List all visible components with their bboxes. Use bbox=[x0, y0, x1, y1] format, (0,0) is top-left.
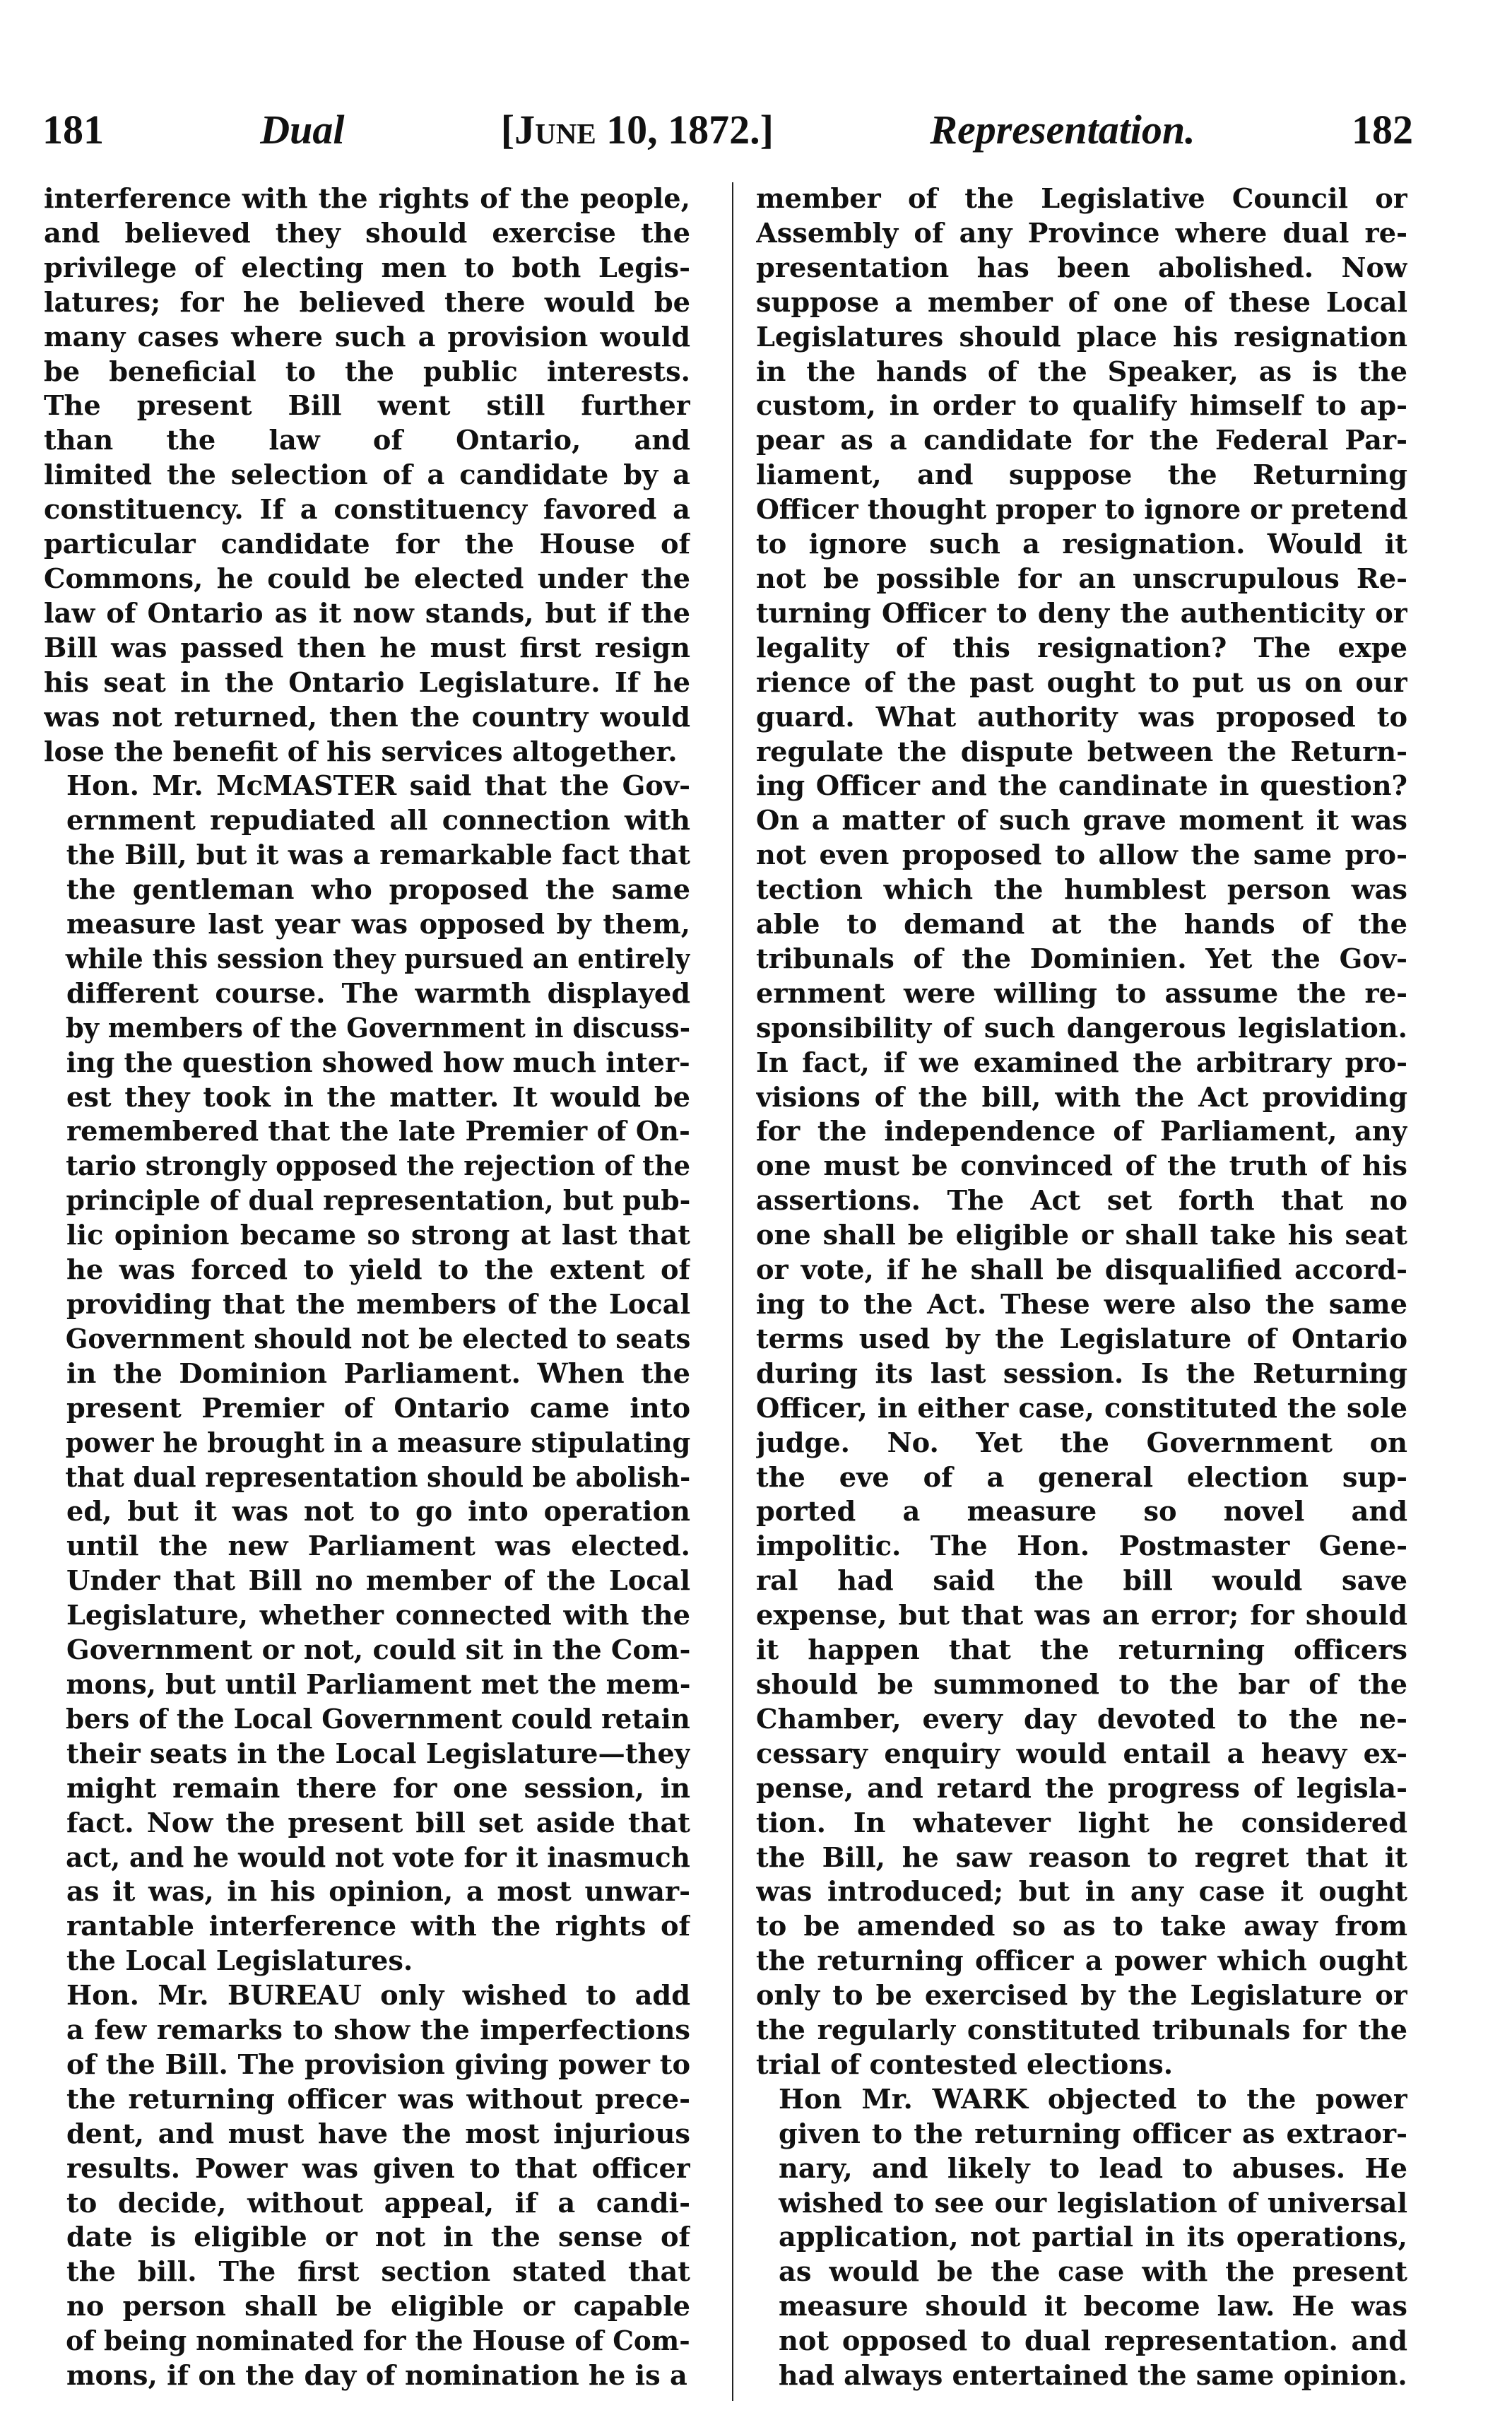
text-line: member of the Legislative Council or bbox=[756, 183, 1407, 215]
text-line: not opposed to dual representation. and bbox=[779, 2325, 1407, 2358]
text-line: turning Officer to deny the authenticity or bbox=[756, 597, 1407, 630]
header-title-left: Dual bbox=[260, 107, 345, 153]
text-line: the returning officer was without prece- bbox=[66, 2083, 690, 2115]
text-line: mons, if on the day of nomination he is a bbox=[66, 2360, 687, 2392]
text-line: Bill was passed then he must first resign bbox=[44, 632, 690, 664]
text-line: date is eligible or not in the sense of bbox=[66, 2221, 690, 2254]
text-line: present Premier of Ontario came into bbox=[66, 1392, 690, 1424]
text-line: pear as a candidate for the Federal Par- bbox=[756, 425, 1407, 457]
text-line: trial of contested elections. bbox=[756, 2048, 1174, 2081]
paragraph bbox=[44, 769, 690, 1979]
text-line: Hon. Mr. BUREAU only wished to add bbox=[66, 1980, 690, 2012]
text-line: the bill. The first section stated that bbox=[66, 2256, 690, 2289]
text-line: lic opinion became so strong at last that bbox=[66, 1220, 690, 1252]
text-line: of being nominated for the House of Com- bbox=[66, 2325, 690, 2358]
text-line: expense, but that was an error; for should bbox=[756, 1600, 1407, 1632]
text-line: the regularly constituted tribunals for the bbox=[756, 2014, 1407, 2047]
text-line: presentation has been abolished. Now bbox=[756, 252, 1407, 284]
text-line: judge. No. Yet the Government on bbox=[756, 1427, 1407, 1459]
text-line: providing that the members of the Local bbox=[66, 1289, 690, 1321]
text-line: interference with the rights of the people, bbox=[44, 183, 690, 215]
text-line: remembered that the late Premier of On- bbox=[66, 1116, 690, 1148]
text-line: act, and he would not vote for it inasmuch bbox=[66, 1841, 690, 1874]
text-line: results. Power was given to that officer bbox=[66, 2152, 690, 2185]
header-title-right: Representation. bbox=[930, 107, 1195, 153]
text-line: wished to see our legislation of universal bbox=[779, 2187, 1407, 2219]
text-line: visions of the bill, with the Act providing bbox=[756, 1081, 1407, 1114]
text-line: latures; for he believed there would be bbox=[44, 286, 690, 319]
text-line: tection which the humblest person was bbox=[756, 874, 1407, 907]
text-line: while this session they pursued an entirely bbox=[65, 943, 690, 975]
text-line: terms used by the Legislature of Ontario bbox=[756, 1323, 1407, 1355]
text-line: many cases where such a provision would bbox=[44, 321, 690, 353]
text-line: be beneficial to the public interests. bbox=[44, 355, 690, 388]
text-line: tario strongly opposed the rejection of the bbox=[66, 1150, 690, 1183]
text-line: for the independence of Parliament, any bbox=[756, 1116, 1407, 1148]
text-line: constituency. If a constituency favored a bbox=[44, 494, 690, 526]
page-number-right: 182 bbox=[1351, 107, 1413, 153]
text-line: legality of this resignation? The expe bbox=[756, 632, 1407, 664]
text-line: Commons, he could be elected under the bbox=[44, 562, 690, 595]
text-line: regulate the dispute between the Return- bbox=[756, 736, 1407, 768]
text-line: his seat in the Ontario Legislature. If he bbox=[44, 666, 690, 699]
text-line: application, not partial in its operations, bbox=[779, 2221, 1407, 2254]
running-header bbox=[42, 106, 1413, 163]
text-line: The present Bill went still further bbox=[44, 390, 690, 423]
text-line: guard. What authority was proposed to bbox=[756, 701, 1407, 733]
text-line: particular candidate for the House of bbox=[44, 529, 690, 561]
text-line: privilege of electing men to both Legis- bbox=[44, 252, 690, 284]
text-line: suppose a member of one of these Local bbox=[756, 286, 1407, 319]
text-line: was not returned, then the country would bbox=[44, 701, 690, 733]
text-line: and believed they should exercise the bbox=[44, 217, 690, 249]
text-line: as would be the case with the present bbox=[779, 2256, 1407, 2289]
text-line: had always entertained the same opinion. bbox=[778, 2360, 1407, 2392]
paragraph bbox=[756, 182, 1407, 2083]
text-line: only to be exercised by the Legislature or bbox=[756, 1980, 1407, 2012]
text-line: ing the question showed how much inter- bbox=[66, 1046, 690, 1079]
text-line: as it was, in his opinion, a most unwar- bbox=[66, 1876, 690, 1908]
text-line: rantable interference with the rights of bbox=[66, 1911, 690, 1943]
text-line: the eve of a general election sup- bbox=[756, 1461, 1407, 1494]
header-date: [June 10, 1872.] bbox=[500, 107, 774, 153]
text-line: of the Bill. The provision giving power to bbox=[66, 2048, 690, 2081]
text-line: Hon Mr. WARK objected to the power bbox=[779, 2083, 1407, 2115]
text-line: a few remarks to show the imperfections bbox=[66, 2014, 690, 2047]
text-line: sponsibility of such dangerous legislation. bbox=[756, 1012, 1407, 1044]
text-line: est they took in the matter. It would be bbox=[66, 1081, 690, 1114]
text-line: On a matter of such grave moment it was bbox=[756, 805, 1407, 837]
text-line: Government or not, could sit in the Com- bbox=[66, 1634, 690, 1667]
text-line: in the hands of the Speaker, as is the bbox=[756, 355, 1407, 388]
text-line: should be summoned to the bar of the bbox=[756, 1668, 1407, 1701]
text-line: custom, in order to qualify himself to ap- bbox=[756, 390, 1407, 423]
text-line: ing to the Act. These were also the same bbox=[756, 1289, 1407, 1321]
text-line: the Bill, he saw reason to regret that it bbox=[756, 1841, 1407, 1874]
text-line: until the new Parliament was elected. bbox=[66, 1530, 690, 1563]
paragraph bbox=[44, 1979, 690, 2394]
text-line: liament, and suppose the Returning bbox=[756, 459, 1407, 492]
text-line: not be possible for an unscrupulous Re- bbox=[756, 562, 1407, 595]
page-number-left: 181 bbox=[42, 107, 104, 153]
text-line: Officer thought proper to ignore or pretend bbox=[756, 494, 1407, 526]
text-line: that dual representation should be abolish- bbox=[65, 1461, 690, 1494]
text-line: rience of the past ought to put us on our bbox=[756, 666, 1407, 699]
text-line: was introduced; but in any case it ought bbox=[756, 1876, 1407, 1908]
text-line: measure last year was opposed by them, bbox=[66, 909, 690, 941]
text-line: to be amended so as to take away from bbox=[756, 1911, 1407, 1943]
paragraph bbox=[44, 182, 690, 769]
text-line: tion. In whatever light he considered bbox=[756, 1807, 1407, 1839]
text-line: nary, and likely to lead to abuses. He bbox=[779, 2152, 1407, 2185]
text-line: not even proposed to allow the same pro- bbox=[756, 839, 1407, 872]
text-line: assertions. The Act set forth that no bbox=[756, 1185, 1407, 1217]
text-line: by members of the Government in discuss- bbox=[65, 1012, 690, 1044]
text-line: Under that Bill no member of the Local bbox=[66, 1565, 690, 1598]
text-line: or vote, if he shall be disqualified accord- bbox=[756, 1254, 1407, 1287]
text-line: to ignore such a resignation. Would it bbox=[756, 529, 1407, 561]
text-line: no person shall be eligible or capable bbox=[66, 2291, 690, 2323]
text-line: measure should it become law. He was bbox=[779, 2291, 1407, 2323]
text-line: pense, and retard the progress of legisla- bbox=[756, 1772, 1407, 1805]
text-line: he was forced to yield to the extent of bbox=[66, 1254, 690, 1287]
text-line: cessary enquiry would entail a heavy ex- bbox=[756, 1737, 1407, 1770]
text-line: might remain there for one session, in bbox=[66, 1772, 690, 1805]
text-line: tribunals of the Dominien. Yet the Gov- bbox=[756, 943, 1407, 975]
column-divider bbox=[732, 182, 733, 2401]
text-line: ernment were willing to assume the re- bbox=[756, 977, 1407, 1010]
text-line: law of Ontario as it now stands, but if the bbox=[44, 597, 690, 630]
left-text-column bbox=[44, 182, 690, 2401]
text-line: dent, and must have the most injurious bbox=[66, 2118, 690, 2150]
text-line: the returning officer a power which ought bbox=[756, 1945, 1407, 1978]
text-line: one must be convinced of the truth of his bbox=[756, 1150, 1407, 1183]
text-line: limited the selection of a candidate by a bbox=[44, 459, 690, 492]
text-line: the Local Legislatures. bbox=[66, 1945, 413, 1978]
text-line: ed, but it was not to go into operation bbox=[66, 1496, 690, 1528]
text-line: impolitic. The Hon. Postmaster Gene- bbox=[756, 1530, 1407, 1563]
text-line: Hon. Mr. McMASTER said that the Gov- bbox=[66, 770, 690, 803]
text-line: Officer, in either case, constituted the sole bbox=[756, 1392, 1407, 1424]
right-text-column bbox=[756, 182, 1407, 2401]
text-line: Assembly of any Province where dual re- bbox=[756, 217, 1407, 249]
text-line: bers of the Local Government could retain bbox=[66, 1703, 690, 1735]
text-line: the Bill, but it was a remarkable fact that bbox=[66, 839, 690, 872]
text-line: principle of dual representation, but pub- bbox=[66, 1185, 690, 1217]
text-line: different course. The warmth displayed bbox=[66, 977, 690, 1010]
text-line: ral had said the bill would save bbox=[756, 1565, 1407, 1598]
text-line: ernment repudiated all connection with bbox=[66, 805, 690, 837]
text-line: ing Officer and the candinate in question? bbox=[756, 770, 1407, 803]
text-line: than the law of Ontario, and bbox=[44, 425, 690, 457]
text-line: their seats in the Local Legislature—they bbox=[66, 1737, 690, 1770]
text-line: fact. Now the present bill set aside that bbox=[66, 1807, 690, 1839]
paragraph bbox=[756, 2083, 1407, 2394]
text-line: power he brought in a measure stipulating bbox=[65, 1427, 690, 1459]
text-line: one shall be eligible or shall take his seat bbox=[756, 1220, 1407, 1252]
text-line: lose the benefit of his services altogether. bbox=[44, 736, 678, 768]
text-line: Legislatures should place his resignation bbox=[756, 321, 1407, 353]
text-line: in the Dominion Parliament. When the bbox=[66, 1357, 690, 1390]
text-line: Government should not be elected to seats bbox=[65, 1323, 690, 1355]
text-line: Chamber, every day devoted to the ne- bbox=[756, 1703, 1407, 1735]
text-line: mons, but until Parliament met the mem- bbox=[66, 1668, 690, 1701]
text-line: Legislature, whether connected with the bbox=[66, 1600, 690, 1632]
text-line: to decide, without appeal, if a candi- bbox=[66, 2187, 690, 2219]
text-line: In fact, if we examined the arbitrary pro- bbox=[756, 1046, 1407, 1079]
text-line: given to the returning officer as extraor- bbox=[779, 2118, 1407, 2150]
text-line: during its last session. Is the Returning bbox=[756, 1357, 1407, 1390]
text-line: it happen that the returning officers bbox=[756, 1634, 1407, 1667]
text-line: ported a measure so novel and bbox=[756, 1496, 1407, 1528]
text-line: able to demand at the hands of the bbox=[756, 909, 1407, 941]
text-line: the gentleman who proposed the same bbox=[66, 874, 690, 907]
